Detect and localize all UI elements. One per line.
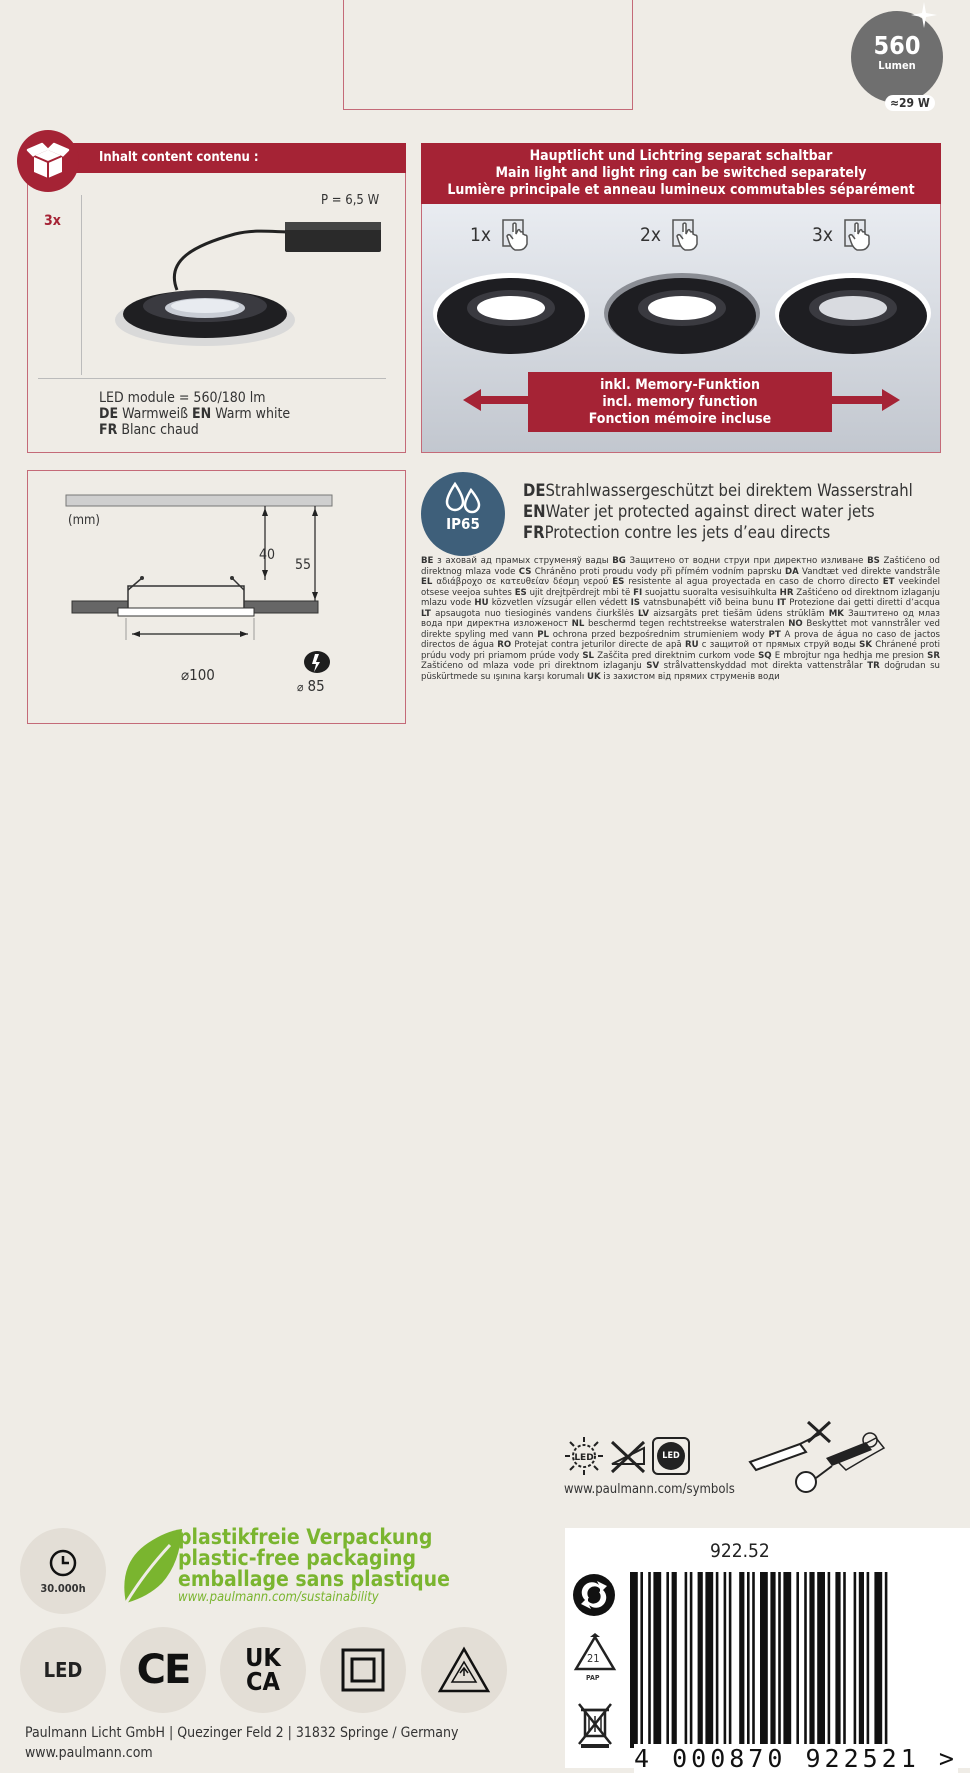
article-number: 922.52 (710, 1540, 770, 1562)
cutout-value: 85 (307, 677, 325, 695)
ip-translation-text: E mbrojtur nga hedhja me presion (771, 650, 928, 661)
memory-en: incl. memory function (602, 394, 758, 410)
ip65-badge (421, 472, 505, 556)
sustainability-url[interactable]: www.paulmann.com/sustainability (178, 1590, 379, 1605)
ip-translation-text: Chráněno proti proudu vody při přímém vodním paprsku (531, 566, 785, 577)
ip-translation-item (638, 609, 829, 619)
footer-address: Paulmann Licht GmbH | Quezinger Feld 2 | 31832 Springe / Germany (25, 1725, 459, 1741)
ip-translation-code: SQ (758, 650, 772, 661)
hand-switch-icon (671, 218, 701, 252)
arrow-left-icon (463, 389, 535, 411)
footer-url[interactable]: www.paulmann.com (25, 1745, 153, 1761)
ip-translation-item (582, 651, 758, 661)
ip-translation-code: SV (646, 661, 660, 671)
ip-translation-text: doğrudan su püskürtmede su ışınına karşı korumalı (421, 661, 940, 682)
barcode-bar (672, 1572, 677, 1748)
ip-translation-text: Защитено от водни струи при директно изливане (625, 556, 868, 566)
barcode-bar (885, 1572, 888, 1748)
cutout-symbol: ⌀ (297, 680, 304, 694)
ip-translation-item (572, 619, 789, 629)
ip-translation-text: strålvattenskyddad mot direkta vattenstrålar (659, 661, 868, 671)
ip-translation-text: vatnsbunaþétt við beina bunu (639, 598, 777, 608)
contents-power: P = 6,5 W (321, 193, 380, 208)
sparkle-icon (911, 2, 937, 28)
ip-translation-text: ochrona przed bezpośrednim strumieniem wody (549, 629, 769, 640)
pap-label: PAP (586, 1674, 600, 1682)
ip-translation-text: Vandtæt ved direkte vandstråle (798, 566, 940, 577)
ip-translation-text: Chránené proti prúdu vody pri priamom prúde vody (421, 640, 940, 661)
plastic-free-leaf-icon (118, 1527, 184, 1609)
barcode-bar (804, 1572, 807, 1748)
barcode-bar (653, 1572, 661, 1748)
contents-specs (99, 390, 290, 438)
press-2-label: 2x (640, 224, 661, 246)
plastic-free-en: plastic-free packaging (178, 1546, 417, 1570)
colour-line-1: DE Warmweiß EN Warm white (99, 406, 291, 422)
contents-quantity: 3x (44, 213, 61, 229)
switch-header (421, 143, 941, 204)
ip-translation-text: Protejat contra jeturilor directe de apă (511, 640, 685, 650)
barcode-bar (835, 1572, 840, 1748)
ip-translation-code: MK (828, 608, 844, 619)
ip-translation-text: suojattu suoralta vesisuihkulta (642, 587, 780, 598)
ip-translation-item (785, 567, 940, 577)
ip-translation-code: HU (474, 598, 489, 608)
barcode-bar (698, 1572, 703, 1748)
barcode-bar (809, 1572, 814, 1748)
downlight-product-image (105, 210, 395, 360)
lumen-value: 560 (873, 31, 921, 60)
memory-de: inkl. Memory-Funktion (600, 377, 760, 393)
contents-title: Inhalt content contenu : (99, 150, 259, 165)
weee-bin-icon (575, 1700, 615, 1750)
class-ii-badge (320, 1627, 406, 1713)
ip65-label: IP65 (446, 515, 480, 533)
ip-translation-item (612, 577, 882, 587)
press-1-label: 1x (470, 224, 491, 246)
barcode-bar (648, 1572, 651, 1748)
ip-translation-code: IT (776, 598, 787, 608)
press-2 (640, 218, 701, 252)
ip-translation-code: EL (421, 577, 433, 587)
ip-translation-text: із захистом від прямих струменів води (600, 671, 780, 682)
ip-translation-code: FI (633, 587, 643, 598)
ip-translation-code: LT (421, 608, 431, 619)
barcode-bar (685, 1572, 688, 1748)
ip-translation-code: PL (537, 629, 550, 640)
led-cert-label: LED (43, 1658, 83, 1682)
ip-translation-item (612, 556, 867, 566)
ip-translation-text: resistente al agua proyectada en caso de chorro directo (624, 577, 883, 587)
ip-translation-item (421, 577, 612, 587)
ip-translation-code: ES (612, 577, 625, 587)
ip-translation-text: közvetlen vízsugár ellen védett (488, 598, 631, 608)
diameter: ⌀100 (181, 666, 215, 684)
barcode-bar (817, 1572, 825, 1748)
ip-translation-code: UK (587, 671, 601, 682)
top-window-frame (343, 0, 633, 110)
vertical-divider (81, 195, 82, 375)
press-3-label: 3x (812, 224, 833, 246)
plastic-free-text (178, 1527, 450, 1606)
ip-translation-item (519, 567, 785, 577)
barcode-bar (867, 1572, 870, 1748)
package-icon (17, 130, 79, 192)
barcode-bar (874, 1572, 882, 1748)
barcode-bar (854, 1572, 857, 1748)
ip-translation-code: RU (684, 640, 699, 650)
ce-mark-icon: CE (136, 1647, 190, 1693)
hand-switch-icon (501, 218, 531, 252)
barcode-bar (796, 1572, 799, 1748)
ip-translation-code: ES (514, 587, 527, 598)
barcode-digits: 4 000870 922521 > (634, 1744, 958, 1773)
ip-line-en: ENWater jet protected against direct water jets (523, 502, 875, 521)
ip-translation-code: SR (927, 650, 940, 661)
barcode-bar (666, 1572, 669, 1748)
ip-translation-text: с защитой от прямых струй воды (698, 640, 860, 650)
ip-translation-code: NO (788, 619, 803, 629)
ip-translation-item (474, 598, 630, 608)
barcode-bar (630, 1572, 638, 1748)
cutout-icon (302, 650, 332, 680)
double-insulation-icon (341, 1648, 385, 1692)
ukca-top: UK (245, 1643, 281, 1672)
barcode-bars (630, 1572, 950, 1748)
hand-switch-icon (843, 218, 873, 252)
ip-translation-code: TR (867, 661, 880, 671)
barcode-bar (783, 1572, 791, 1748)
symbols-url[interactable]: www.paulmann.com/symbols (564, 1482, 735, 1497)
ip-main-lines (523, 480, 913, 543)
ip-translation-item (685, 640, 859, 650)
ip-translation-code: IS (630, 598, 640, 608)
ip-translation-text: apsaugota nuo tiesioginės vandens čiurkšlės (430, 608, 639, 619)
led-replaceable-label: LED (657, 1442, 685, 1470)
ip-translation-code: CS (518, 566, 532, 577)
svg-text:LED: LED (574, 1453, 594, 1463)
dimension-unit: (mm) (68, 513, 100, 528)
ip-translation-item (758, 651, 927, 661)
ip-translation-item (633, 588, 780, 598)
ip-translation-text: A prova de água no caso de jactos directos de água (421, 629, 940, 650)
led-sun-icon (564, 1436, 604, 1476)
ip-translation-code: BE (421, 556, 434, 566)
ip-translation-item (587, 672, 780, 682)
water-drops-icon (443, 480, 483, 516)
ip-translation-code: DA (784, 566, 799, 577)
switch-header-de: Hauptlicht und Lichtring separat schaltbar (529, 148, 833, 164)
led-module-spec: LED module = 560/180 lm (99, 390, 266, 406)
barcode-bar (705, 1572, 713, 1748)
recycle-icon (571, 1572, 617, 1618)
lamp-mode-main-and-ring (431, 268, 591, 358)
switch-header-fr: Lumière principale et anneau lumineux commutables séparément (447, 182, 915, 198)
ip-translation-item (777, 598, 940, 608)
barcode-bar (859, 1572, 864, 1748)
ip-translation-text: з аховай ад прамых струменяў вады (433, 556, 613, 566)
plastic-free-de: plastikfreie Verpackung (178, 1525, 433, 1549)
barcode-bar (739, 1572, 744, 1748)
ip-translation-item (421, 556, 612, 566)
ip-translation-text: Zaščita pred direktnim curkom vode (594, 650, 759, 661)
ukca-cert-badge (220, 1627, 306, 1713)
height-inner: 40 (259, 547, 276, 563)
lamp-mode-ring-only (773, 268, 933, 358)
contents-header (65, 143, 406, 173)
contents-divider (38, 378, 386, 379)
ip-translation-item (421, 609, 638, 619)
ip-translation-item (631, 598, 777, 608)
lifetime-value: 30.000h (40, 1581, 86, 1595)
barcode-bar (778, 1572, 781, 1748)
arrow-right-icon (828, 389, 900, 411)
led-cert-badge (20, 1627, 106, 1713)
barcode-bar (724, 1572, 727, 1748)
barcode-bar (640, 1572, 643, 1748)
no-dimmer-icon (608, 1436, 648, 1476)
ip-translation-code: HR (779, 587, 794, 598)
ip-translation-text: Zaštićeno od direktnog mlaza vode (421, 556, 940, 577)
ip-line-fr: FRProtection contre les jets d’eau directs (523, 523, 831, 542)
led-replaceable-icon (652, 1437, 690, 1475)
barcode-bar (752, 1572, 755, 1748)
barcode-bar (760, 1572, 768, 1748)
switch-header-en: Main light and light ring can be switched separately (495, 165, 867, 181)
lumen-watt-equivalent: ≈29 W (885, 95, 935, 111)
ip-translation-text: aizsargāts pret tiešām ūdens strūklām (648, 608, 829, 619)
height-total: 55 (295, 557, 312, 573)
lamp-mode-main-only (602, 268, 762, 358)
ip-translation-text: Zaštićeno od direktnom izlaganju mlazu vode (421, 587, 940, 608)
barcode-bar (690, 1572, 693, 1748)
ip-translation-text: Заштитено од млаз вода при директна изложеност (421, 608, 940, 629)
lifetime-badge (20, 1528, 106, 1614)
ip-translation-code: ET (882, 577, 895, 587)
barcode-bar (770, 1572, 775, 1748)
ukca-bottom: CA (246, 1667, 280, 1696)
barcode-bar (828, 1572, 831, 1748)
ip-translations (421, 556, 940, 726)
ip-translation-text: αδιάβροχο σε κατευθείαν δέσμη νερού (432, 577, 613, 587)
ip-translation-text: beschermd tegen rechtstreekse waterstralen (584, 619, 789, 629)
lumen-unit: Lumen (878, 59, 916, 72)
ip-translation-item (537, 630, 768, 640)
ip-translation-code: BG (612, 556, 626, 566)
memory-function-bar (528, 372, 832, 432)
press-1 (470, 218, 531, 252)
cutout-diameter (297, 677, 325, 695)
ip-translation-code: BS (867, 556, 880, 566)
barcode-bar (716, 1572, 719, 1748)
ce-cert-badge (120, 1627, 206, 1713)
furniture-triangle-icon (437, 1646, 491, 1694)
ip-translation-text: ujit drejtpërdrejt mbi të (526, 587, 634, 598)
ip-translation-code: SK (859, 640, 872, 650)
ip-translation-item (497, 640, 685, 650)
ip-translation-item (515, 588, 633, 598)
press-3 (812, 218, 873, 252)
barcode-bar (843, 1572, 846, 1748)
ip-translation-item (646, 661, 867, 671)
memory-fr: Fonction mémoire incluse (588, 411, 772, 427)
ip-translation-text: Zaštićeno od mlaza vode pri direktnom izlaganju (421, 661, 647, 671)
ip-translation-code: LV (638, 608, 649, 619)
ip-translation-code: NL (571, 619, 585, 629)
ip-translation-code: SL (582, 650, 595, 661)
colour-line-2: FR Blanc chaud (99, 422, 199, 438)
clock-icon (48, 1548, 78, 1578)
ip-translation-text: Protezione dai getti diretti d’acqua (786, 598, 940, 608)
plastic-free-fr: emballage sans plastique (178, 1567, 450, 1591)
ip-translation-code: PT (768, 629, 781, 640)
barcode-bar (729, 1572, 732, 1748)
ip-translation-text: veekindel otsese veejoa suhtes (421, 577, 940, 598)
ip-translation-text: Beskyttet mot vannstråler ved direkte spyling med vann (421, 619, 940, 640)
barcode-bar (747, 1572, 750, 1748)
ip-line-de: DEStrahlwassergeschützt bei direktem Wasserstrahl (523, 481, 913, 500)
ip-translation-code: RO (497, 640, 512, 650)
symbols-icons (564, 1436, 690, 1476)
pap-number: 21 (587, 1652, 600, 1665)
furniture-mount-badge (421, 1627, 507, 1713)
driver-replaceable-icon (746, 1418, 886, 1498)
